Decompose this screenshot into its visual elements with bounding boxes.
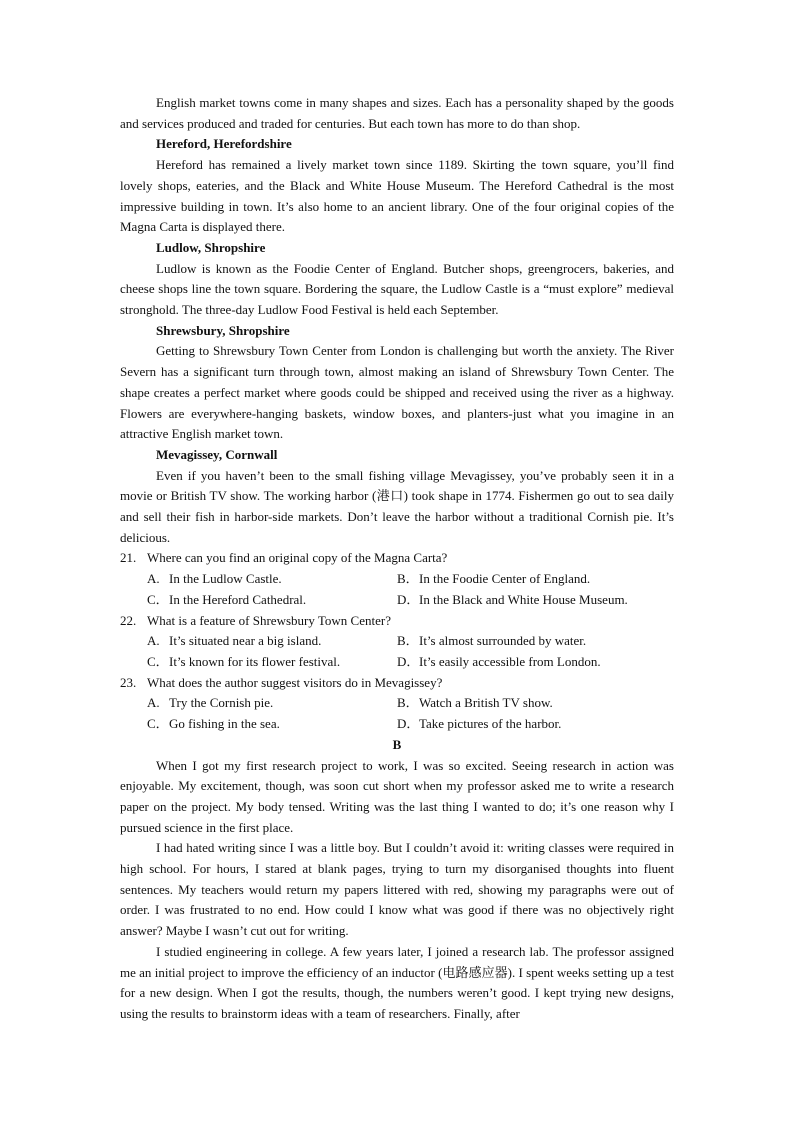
option-b: B． Watch a British TV show. <box>397 695 553 711</box>
town-text-shrewsbury: Getting to Shrewsbury Town Center from London is challenging but worth the anxiety. The River Severn has a significant turn through town, almost making an island of Shrewsbury Town Center. The shape creates a perfect market where goods could be shipped and received using the river as a highway. Flowers are everywhere-hanging baskets, window boxes, and planters-just what you imagine in an attractive English market town. <box>120 343 674 442</box>
option-a: A. In the Ludlow Castle. <box>147 571 282 587</box>
options-row <box>120 631 674 652</box>
question-stem: What is a feature of Shrewsbury Town Center? <box>147 612 391 628</box>
intro-paragraph: English market towns come in many shapes and sizes. Each has a personality shaped by the goods and services produced and traded for centuries. But each town has more to do than shop. <box>120 95 674 131</box>
option-c: C． Go fishing in the sea. <box>147 716 280 732</box>
option-d: D． It’s easily accessible from London. <box>397 653 601 669</box>
town-heading-ludlow: Ludlow, Shropshire <box>156 239 266 255</box>
section-b-paragraph-1: When I got my first research project to work, I was so excited. Seeing research in action was enjoyable. My excitement, though, was soon cut short when my professor asked me to write a research paper on the project. My body tensed. Writing was the last thing I wanted to do; it’s one reason why I pursued science in the first place. <box>120 757 674 835</box>
question-22 <box>120 611 674 632</box>
town-heading-hereford: Hereford, Herefordshire <box>156 136 292 152</box>
options-row <box>120 590 674 611</box>
question-stem: What does the author suggest visitors do in Mevagissey? <box>147 674 443 690</box>
option-c: C． It’s known for its flower festival. <box>147 653 341 669</box>
option-d: D． Take pictures of the harbor. <box>397 716 562 732</box>
options-row <box>120 652 674 673</box>
question-number: 22. <box>120 612 137 628</box>
question-23 <box>120 673 674 694</box>
option-b: B． In the Foodie Center of England. <box>397 571 591 587</box>
options-row <box>120 714 674 735</box>
option-a: A. Try the Cornish pie. <box>147 695 274 711</box>
document-page <box>120 93 674 1025</box>
option-d: D． In the Black and White House Museum. <box>397 591 628 607</box>
town-heading-mevagissey: Mevagissey, Cornwall <box>156 446 278 462</box>
section-b-label: B <box>392 736 402 752</box>
options-row <box>120 693 674 714</box>
section-b-paragraph-2: I had hated writing since I was a little boy. But I couldn’t avoid it: writing classes were required in high school. For hours, I stared at blank pages, trying to turn my disorganised thoughts into fluent sentences. My teachers would return my papers littered with red, showing my paragraphs were out of order. I was frustrated to no end. How could I know what was good if there was no objectively right answer? Maybe I wasn’t cut out for writing. <box>120 840 674 939</box>
question-number: 23. <box>120 674 137 690</box>
option-a: A. It’s situated near a big island. <box>147 633 322 649</box>
town-text-ludlow: Ludlow is known as the Foodie Center of England. Butcher shops, greengrocers, bakeries, and cheese shops line the town square. Bordering the square, the Ludlow Castle is a “must explore” medieval stronghold. The three-day Ludlow Food Festival is held each September. <box>120 260 674 318</box>
section-b-paragraph-3: I studied engineering in college. A few years later, I joined a research lab. The professor assigned me an initial project to improve the efficiency of an inductor (电路感应器). I spent weeks setting up a test for a new design. When I got the results, though, the numbers weren’t good. I kept trying new designs, using the results to brainstorm ideas with a team of researchers. Finally, after <box>120 943 674 1021</box>
options-row <box>120 569 674 590</box>
option-c: C． In the Hereford Cathedral. <box>147 591 307 607</box>
question-number: 21. <box>120 550 137 566</box>
option-b: B． It’s almost surrounded by water. <box>397 633 587 649</box>
question-stem: Where can you find an original copy of the Magna Carta? <box>147 550 448 566</box>
town-text-hereford: Hereford has remained a lively market town since 1189. Skirting the town square, you’ll find lovely shops, eateries, and the Black and White House Museum. The Hereford Cathedral is the most impressive building in town. It’s also home to an ancient library. One of the four original copies of the Magna Carta is displayed there. <box>120 157 674 235</box>
town-text-mevagissey: Even if you haven’t been to the small fishing village Mevagissey, you’ve probably seen it in a movie or British TV show. The working harbor (港口) took shape in 1774. Fishermen go out to sea daily and sell their fish in harbor-side markets. Don’t leave the harbor without a traditional Cornish pie. It’s delicious. <box>120 467 674 545</box>
question-21 <box>120 548 674 569</box>
town-heading-shrewsbury: Shrewsbury, Shropshire <box>156 322 290 338</box>
